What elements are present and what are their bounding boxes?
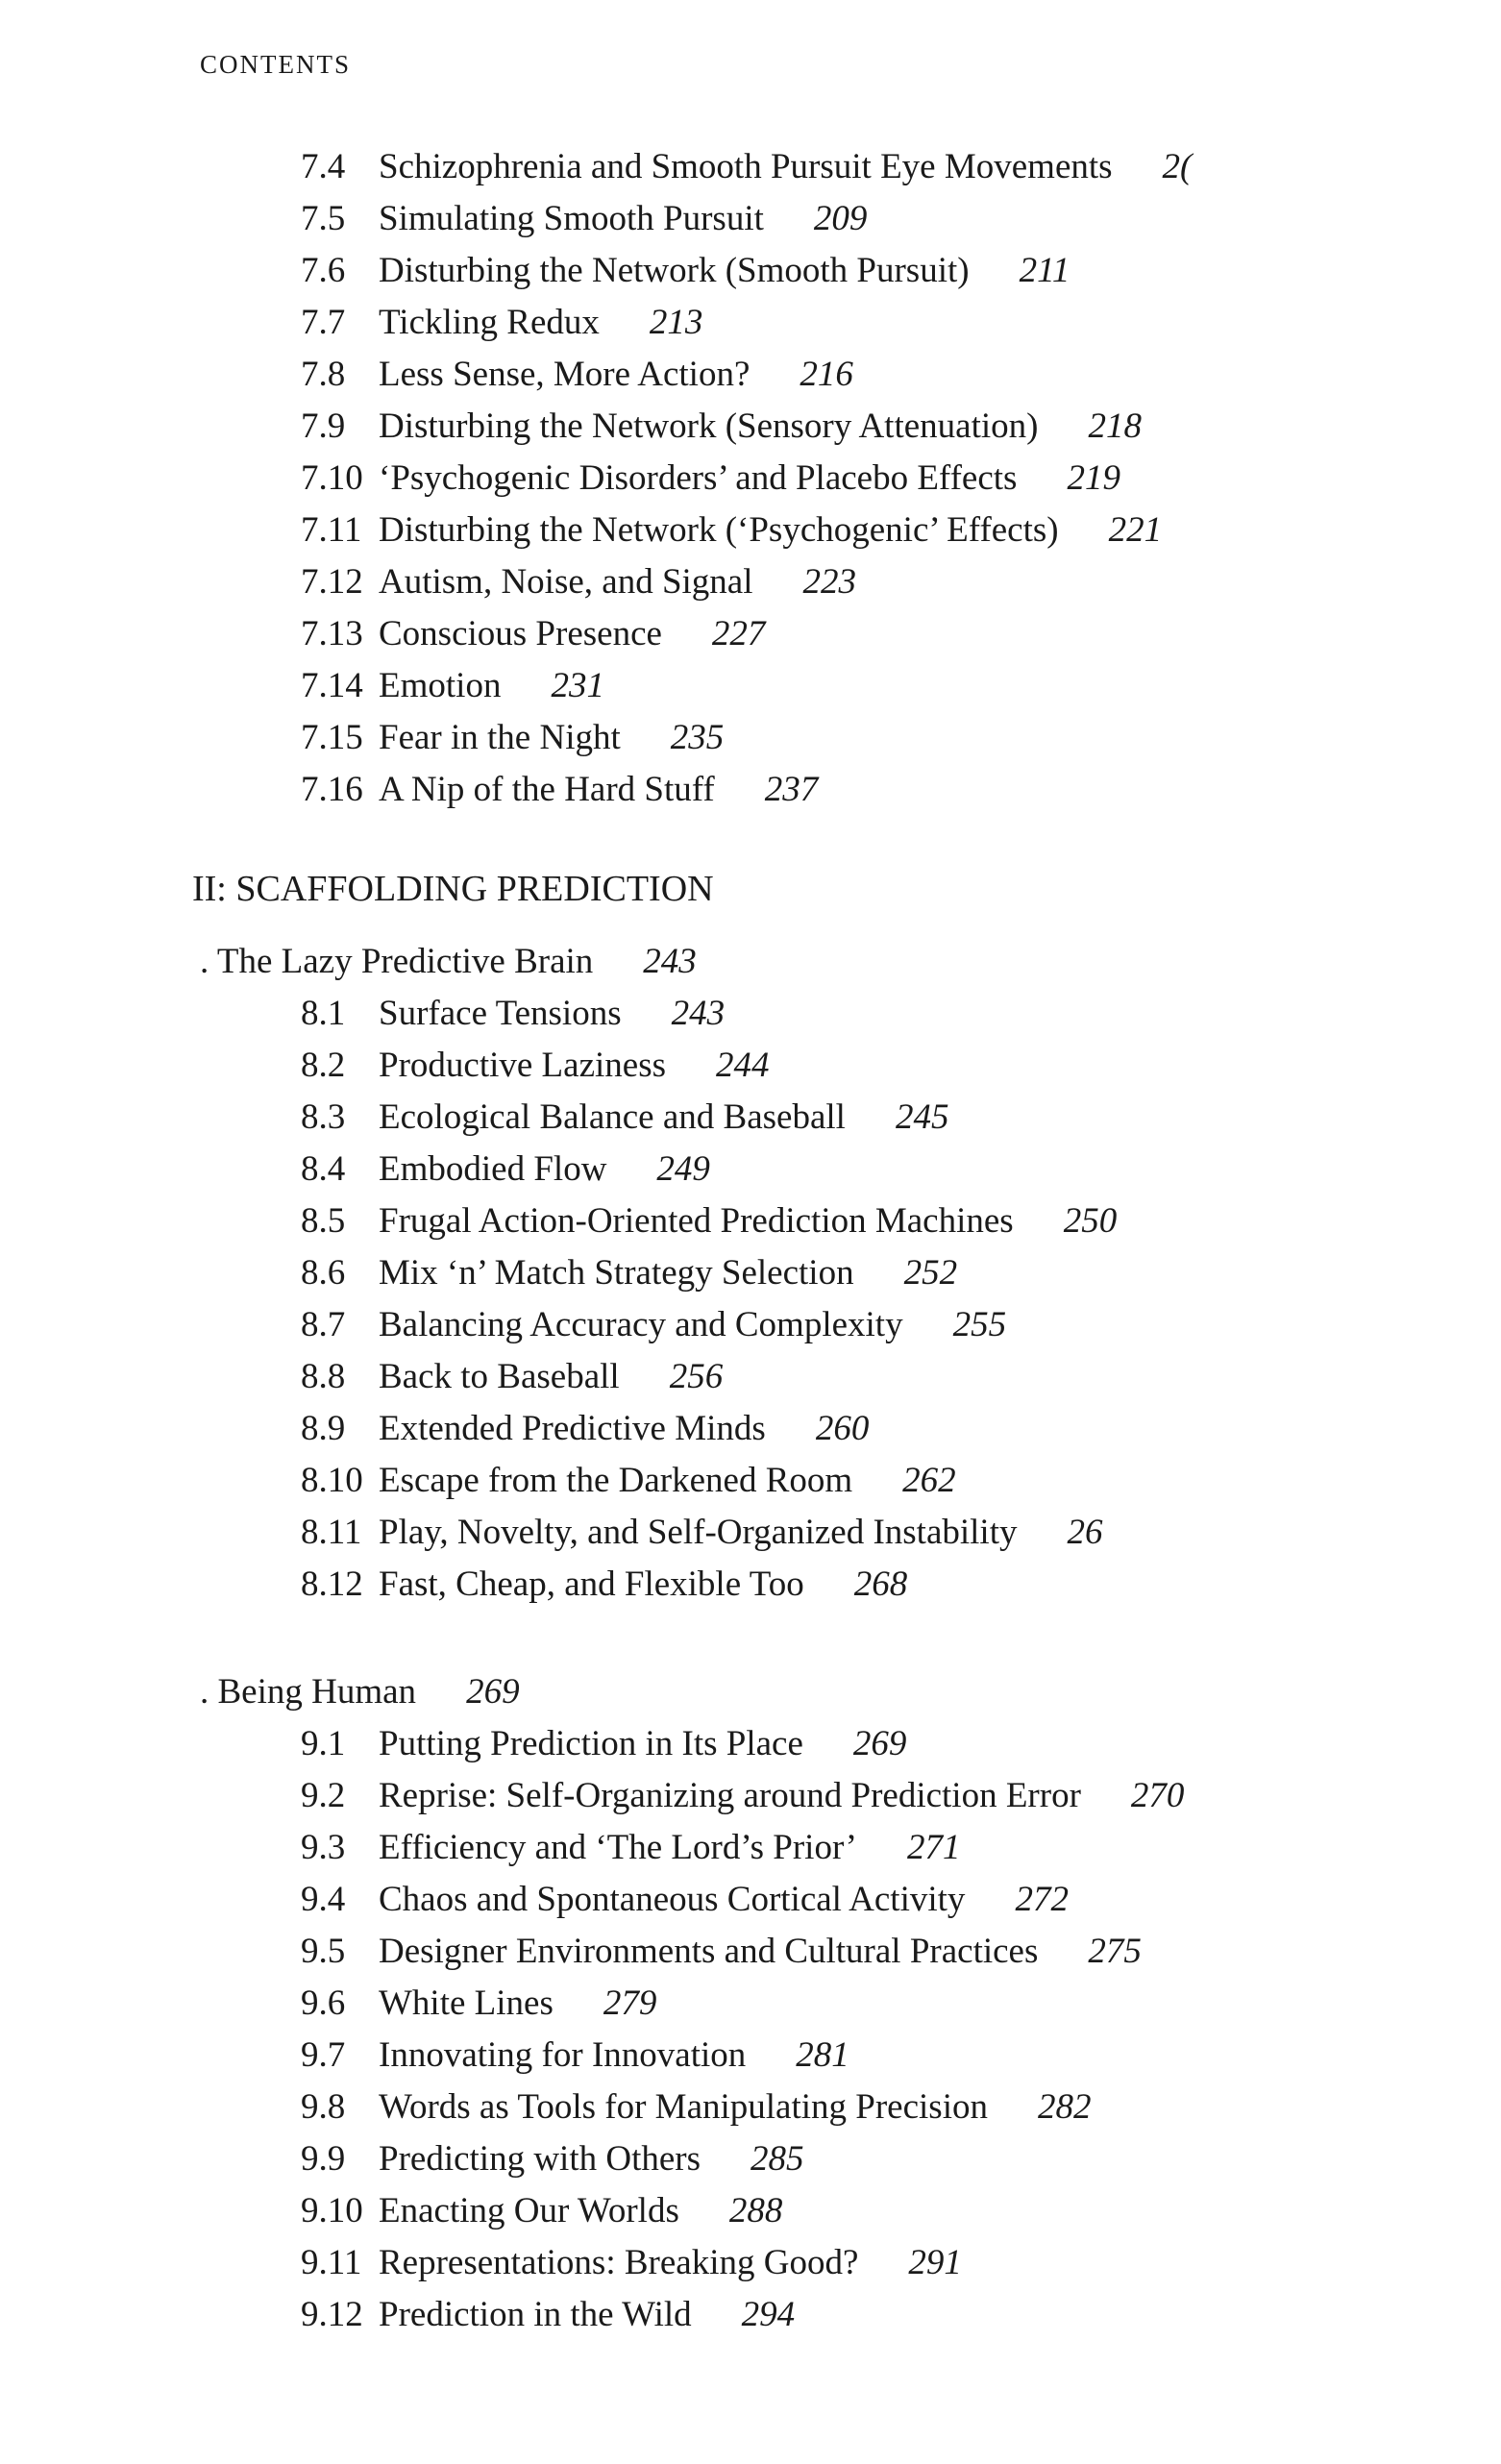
page-number: 244 (716, 1046, 770, 1085)
page-number: 249 (656, 1149, 710, 1189)
chapter-prefix: . (200, 942, 209, 981)
section-title: Mix ‘n’ Match Strategy Selection (379, 1253, 854, 1293)
chapter-entry (200, 1666, 520, 1718)
section-title: Productive Laziness (379, 1046, 666, 1085)
section-title: ‘Psychogenic Disorders’ and Placebo Effects (379, 458, 1018, 498)
section-title: Fear in the Night (379, 718, 621, 757)
section-number: 9.9 (301, 2139, 346, 2179)
section-title: Surface Tensions (379, 994, 622, 1033)
page-number: 221 (1108, 510, 1163, 550)
section-title: Representations: Breaking Good? (379, 2243, 859, 2282)
section-number: 7.14 (301, 666, 363, 705)
chapter-title: Being Human (217, 1672, 417, 1712)
section-number: 9.4 (301, 1880, 346, 1919)
chapter-title: The Lazy Predictive Brain (216, 942, 594, 981)
chapter-entry (200, 936, 697, 988)
section-number: 9.6 (301, 1984, 346, 2023)
part-heading: II: SCAFFOLDING PREDICTION (192, 869, 714, 909)
page-number: 2( (1162, 147, 1193, 186)
section-number: 7.10 (301, 458, 363, 498)
section-title: Disturbing the Network (Smooth Pursuit) (379, 251, 970, 290)
section-title: Ecological Balance and Baseball (379, 1097, 846, 1137)
section-title: Tickling Redux (379, 303, 600, 342)
section-number: 9.12 (301, 2295, 363, 2334)
section-number: 9.7 (301, 2035, 346, 2075)
page-number: 235 (670, 718, 725, 757)
section-number: 9.5 (301, 1932, 346, 1971)
page-number: 256 (669, 1357, 724, 1396)
page-number: 285 (750, 2139, 804, 2179)
section-title: Back to Baseball (379, 1357, 620, 1396)
section-title: Emotion (379, 666, 502, 705)
section-number: 7.12 (301, 562, 363, 602)
page-number: 281 (796, 2035, 849, 2075)
section-number: 7.11 (301, 510, 362, 550)
section-title: Designer Environments and Cultural Practices (379, 1932, 1039, 1971)
page-number: 213 (649, 303, 703, 342)
section-title: Simulating Smooth Pursuit (379, 199, 764, 238)
section-title: Putting Prediction in Its Place (379, 1724, 803, 1763)
section-title: Embodied Flow (379, 1149, 607, 1189)
section-title: Less Sense, More Action? (379, 355, 750, 394)
section-number: 8.12 (301, 1565, 363, 1604)
section-title: Disturbing the Network (‘Psychogenic’ Effects) (379, 510, 1059, 550)
page-number: 216 (800, 355, 853, 394)
section-title: Conscious Presence (379, 614, 662, 653)
section-title: Innovating for Innovation (379, 2035, 747, 2075)
page-number: 252 (903, 1253, 958, 1293)
section-title: Disturbing the Network (Sensory Attenuation) (379, 407, 1039, 446)
section-number: 9.10 (301, 2191, 363, 2230)
section-title: Autism, Noise, and Signal (379, 562, 753, 602)
section-number: 8.3 (301, 1097, 346, 1137)
section-number: 8.2 (301, 1046, 346, 1085)
page-number: 291 (908, 2243, 962, 2282)
section-title: A Nip of the Hard Stuff (379, 770, 715, 809)
section-title: Predicting with Others (379, 2139, 701, 2179)
section-number: 9.2 (301, 1776, 346, 1815)
section-number: 9.11 (301, 2243, 362, 2282)
section-title: Efficiency and ‘The Lord’s Prior’ (379, 1828, 857, 1867)
page-number: 209 (813, 199, 868, 238)
page-number: 288 (728, 2191, 783, 2230)
section-number: 7.4 (301, 147, 346, 186)
section-title: Escape from the Darkened Room (379, 1461, 853, 1500)
page-number: 223 (802, 562, 857, 602)
page-number: 262 (902, 1461, 956, 1500)
page-number: 245 (895, 1097, 949, 1137)
running-head: CONTENTS (200, 50, 351, 79)
section-title: Chaos and Spontaneous Cortical Activity (379, 1880, 966, 1919)
section-number: 9.8 (301, 2087, 346, 2127)
page-number: 294 (741, 2295, 796, 2334)
section-number: 7.6 (301, 251, 346, 290)
section-number: 7.5 (301, 199, 346, 238)
section-number: 7.8 (301, 355, 346, 394)
page-number: 218 (1088, 407, 1142, 446)
page-number: 260 (815, 1409, 870, 1448)
section-number: 8.1 (301, 994, 346, 1033)
page-number: 271 (906, 1828, 961, 1867)
page-number: 243 (671, 994, 726, 1033)
section-number: 7.7 (301, 303, 346, 342)
page-number: 275 (1088, 1932, 1142, 1971)
page-number: 227 (711, 614, 766, 653)
page-number: 279 (603, 1984, 657, 2023)
section-number: 9.3 (301, 1828, 346, 1867)
section-title: Fast, Cheap, and Flexible Too (379, 1565, 804, 1604)
section-title: Words as Tools for Manipulating Precision (379, 2087, 988, 2127)
section-title: Extended Predictive Minds (379, 1409, 766, 1448)
page-number: 269 (852, 1724, 907, 1763)
page-number: 231 (551, 666, 604, 705)
section-number: 8.4 (301, 1149, 346, 1189)
section-number: 7.15 (301, 718, 363, 757)
section-number: 8.10 (301, 1461, 363, 1500)
section-number: 7.13 (301, 614, 363, 653)
section-number: 7.16 (301, 770, 363, 809)
page-number: 237 (764, 770, 819, 809)
page-number: 268 (853, 1565, 908, 1604)
section-number: 8.6 (301, 1253, 346, 1293)
chapter-prefix: . (200, 1672, 209, 1712)
section-number: 7.9 (301, 407, 346, 446)
section-title: Enacting Our Worlds (379, 2191, 679, 2230)
page-number: 269 (466, 1672, 520, 1712)
section-number: 8.11 (301, 1513, 362, 1552)
section-number: 9.1 (301, 1724, 346, 1763)
page-number: 272 (1015, 1880, 1069, 1919)
page-number: 219 (1067, 458, 1120, 498)
section-title: White Lines (379, 1984, 554, 2023)
page-number: 211 (1019, 251, 1070, 290)
section-title: Prediction in the Wild (379, 2295, 692, 2334)
page-number: 270 (1130, 1776, 1185, 1815)
section-title: Play, Novelty, and Self-Organized Instability (379, 1513, 1018, 1552)
page-number: 255 (952, 1305, 1007, 1344)
section-title: Balancing Accuracy and Complexity (379, 1305, 903, 1344)
page-number: 282 (1038, 2087, 1092, 2127)
section-number: 8.8 (301, 1357, 346, 1396)
section-number: 8.7 (301, 1305, 346, 1344)
section-number: 8.5 (301, 1201, 346, 1241)
page-number: 243 (643, 942, 697, 981)
section-title: Schizophrenia and Smooth Pursuit Eye Movements (379, 147, 1113, 186)
page-number: 26 (1067, 1513, 1103, 1552)
section-number: 8.9 (301, 1409, 346, 1448)
section-title: Frugal Action-Oriented Prediction Machines (379, 1201, 1014, 1241)
page-number: 250 (1063, 1201, 1118, 1241)
section-title: Reprise: Self-Organizing around Prediction Error (379, 1776, 1081, 1815)
